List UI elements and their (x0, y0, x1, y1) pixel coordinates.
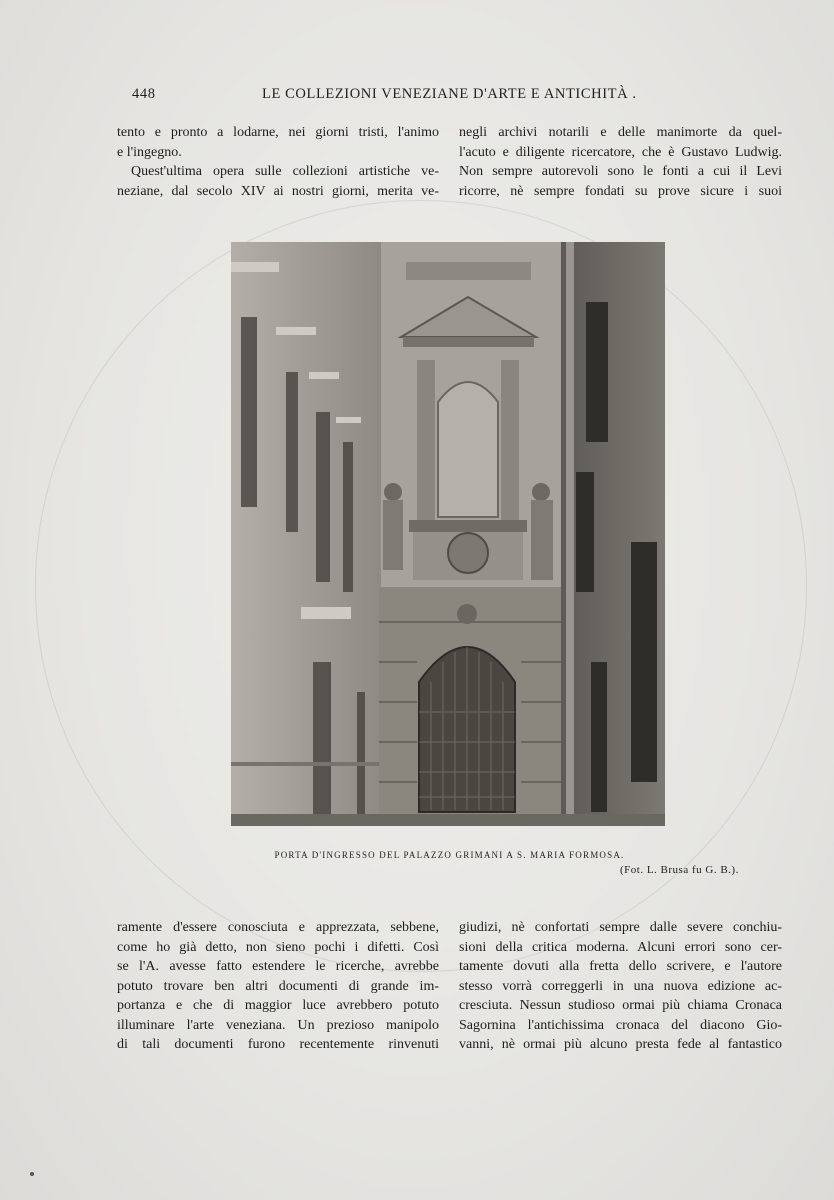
text-line: neziane, dal secolo XIV ai nostri giorni, merita ve- (117, 183, 439, 199)
text-line: ricorre, nè sempre fondati su prove sicure i suoi (459, 183, 782, 199)
text-line: vanni, nè ormai più alcuno presta fede al fantastico (459, 1037, 782, 1052)
column-bottom-right (459, 918, 782, 1055)
text-line: potuto trovare ben altri documenti di grande im- (117, 978, 439, 994)
photograph-palazzo-grimani-portal (231, 242, 665, 826)
figure-caption: PORTA D'INGRESSO DEL PALAZZO GRIMANI A S. MARIA FORMOSA. (274, 850, 625, 860)
running-title: LE COLLEZIONI VENEZIANE D'ARTE E ANTICHITÀ . (262, 86, 637, 102)
text-line: cresciuta. Nessun studioso ormai più chiama Cronaca (459, 998, 782, 1013)
column-top-left (117, 123, 439, 201)
text-line: tamente dovuti alla fretta dello scrivere, e l'autore (459, 959, 782, 974)
column-top-right (459, 123, 782, 201)
text-line: stesso vorrà correggerli in una nuova edizione ac- (459, 978, 782, 994)
text-line: Non sempre autorevoli sono le fonti a cui il Levi (459, 164, 782, 179)
ink-speck (30, 1172, 34, 1176)
text-line: di tali documenti furono recentemente rinvenuti (117, 1037, 439, 1052)
text-line: sioni della critica moderna. Alcuni errori sono cer- (459, 939, 782, 955)
text-line: giudizi, nè confortati sempre dalle severe conchiu- (459, 920, 782, 935)
text-line: Quest'ultima opera sulle collezioni artistiche ve- (131, 164, 439, 179)
text-line: negli archivi notarili e delle manimorte da quel- (459, 125, 782, 140)
running-header (132, 86, 692, 108)
portal-illustration (231, 242, 665, 826)
photo-credit: (Fot. L. Brusa fu G. B.). (620, 864, 739, 876)
text-line: come ho già detto, non sieno pochi i difetti. Così (117, 939, 439, 955)
text-line: illuminare l'arte veneziana. Un prezioso manipolo (117, 1017, 439, 1033)
text-line: se l'A. avesse fatto estendere le ricerche, avrebbe (117, 959, 439, 974)
text-line: l'acuto e diligente ricercatore, che è Gustavo Ludwig. (459, 144, 782, 160)
column-bottom-left (117, 918, 439, 1055)
text-line: ramente d'essere conosciuta e apprezzata, sebbene, (117, 920, 439, 935)
text-line: portanza e che di maggior luce avrebbero potuto (117, 998, 439, 1013)
text-line: Sagornina l'antichissima cronaca del diacono Gio- (459, 1017, 782, 1033)
text-line: tento e pronto a lodarne, nei giorni tristi, l'animo (117, 125, 439, 140)
page-number: 448 (132, 86, 156, 102)
text-line: e l'ingegno. (117, 144, 182, 160)
